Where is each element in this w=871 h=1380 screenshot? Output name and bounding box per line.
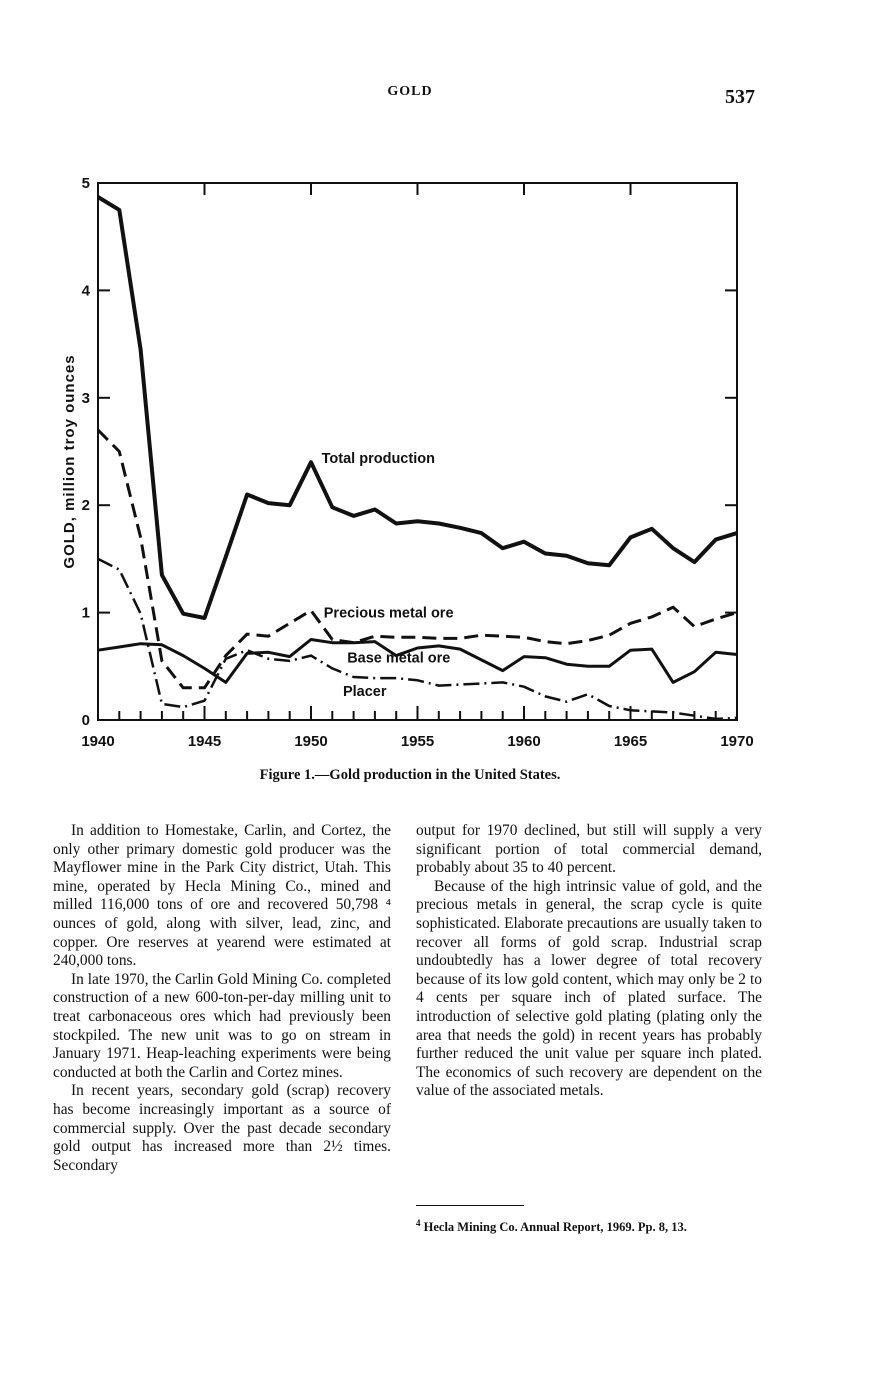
- x-tick-label: 1950: [294, 733, 328, 750]
- y-tick-label: 4: [81, 282, 90, 300]
- paragraph: In late 1970, the Carlin Gold Mining Co. completed construction of a new 600-ton-per-day milling unit to treat carbonaceous ores which had previously been stockpiled. The new unit was to go on stream in January 1971. Heap-leaching experiments were being conducted at both the Carlin and Cortez mines.: [53, 970, 391, 1081]
- footnote-text: Hecla Mining Co. Annual Report, 1969. Pp. 8, 13.: [423, 1220, 687, 1235]
- x-tick-label: 1940: [81, 733, 115, 750]
- x-tick-label: 1970: [720, 733, 754, 750]
- series-line-placer: [98, 559, 737, 719]
- footnote-mark: 4: [416, 1218, 421, 1228]
- series-label-placer: Placer: [342, 684, 387, 701]
- x-tick-label: 1955: [400, 733, 435, 750]
- y-tick-label: 3: [81, 389, 90, 407]
- series-label-base-metal-ore: Base metal ore: [347, 650, 451, 667]
- y-tick-label: 0: [81, 712, 90, 729]
- x-tick-label: 1945: [187, 733, 222, 750]
- paragraph: In recent years, secondary gold (scrap) recovery has become increasingly important as a source of commercial supply. Over the past decade secondary gold output has increased more than 2½ times. Secondary: [53, 1082, 391, 1174]
- page-number: 537: [725, 86, 755, 108]
- body-column-right: [416, 822, 762, 1101]
- footnote: [416, 1216, 762, 1235]
- y-axis-title: GOLD, million troy ounces: [61, 354, 78, 569]
- series-line-total-production: [98, 197, 737, 618]
- x-tick-label: 1965: [613, 733, 648, 750]
- series-label-total-production: Total production: [321, 450, 435, 467]
- footnote-rule: [416, 1205, 524, 1206]
- paragraph: Because of the high intrinsic value of gold, and the precious metals in general, the scrap cycle is quite sophisticated. Elaborate precautions are usually taken to recover all forms of gold scrap. Industrial scrap undoubtedly has a lower degree of total recovery because of its low gold content, which may only be 2 to 4 cents per square inch of plated surface. The introduction of selective gold plating (plating only the area that needs the gold) in recent years has probably further reduced the unit value per square inch plated. The economics of such recovery are dependent on the value of the associated metals.: [416, 877, 762, 1100]
- y-tick-label: 1: [81, 604, 90, 622]
- series-label-precious-metal-ore: Precious metal ore: [323, 605, 454, 622]
- x-tick-label: 1960: [507, 733, 541, 750]
- y-tick-label: 2: [81, 497, 90, 515]
- figure-caption: Figure 1.—Gold production in the United States.: [259, 767, 561, 783]
- running-head: GOLD: [387, 84, 433, 99]
- paragraph: output for 1970 declined, but still will supply a very significant portion of total commercial demand, probably about 35 to 40 percent.: [416, 822, 762, 877]
- y-tick-label: 5: [81, 175, 90, 192]
- paragraph: In addition to Homestake, Carlin, and Cortez, the only other primary domestic gold producer was the Mayflower mine in the Park City district, Utah. This mine, operated by Hecla Mining Co., mined and milled 116,000 tons of ore and recovered 50,798 ⁴ ounces of gold, along with silver, lead, zinc, and copper. Ore reserves at yearend were estimated at 240,000 tons.: [53, 822, 391, 970]
- body-column-left: [53, 822, 391, 1175]
